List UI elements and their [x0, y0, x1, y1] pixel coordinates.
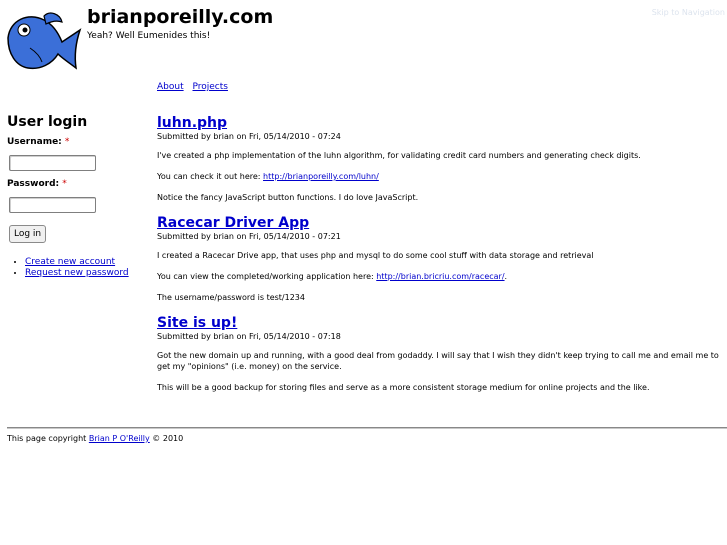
post-submitted: Submitted by brian on Fri, 05/14/2010 - 07:18: [157, 332, 341, 341]
post-paragraph: This will be a good backup for storing files and serve as a more consistent storage medium for online projects and the like.: [157, 383, 650, 392]
login-button[interactable]: Log in: [9, 225, 46, 243]
post-paragraph: Got the new domain up and running, with a good deal from godaddy. I will say that I wish they didn't keep trying to call me and email me to get my "opinions" (i.e. money) on the service.: [157, 351, 719, 371]
skip-to-navigation-link[interactable]: Skip to Navigation: [651, 8, 725, 17]
list-item: [25, 268, 142, 279]
post-link[interactable]: http://brianporeilly.com/luhn/: [263, 172, 379, 181]
post-title-link[interactable]: Site is up!: [157, 315, 238, 331]
post-link[interactable]: http://brian.bricriu.com/racecar/: [376, 272, 505, 281]
nav-item-about[interactable]: About: [157, 82, 184, 92]
sidebar: [7, 114, 142, 279]
nav-item-projects[interactable]: Projects: [192, 82, 228, 92]
site-name[interactable]: brianporeilly.com: [87, 6, 274, 28]
post-paragraph: I've created a php implementation of the luhn algorithm, for validating credit card numbers and generating check digits.: [157, 151, 641, 160]
primary-nav: [157, 82, 234, 92]
required-mark: *: [62, 179, 67, 189]
login-block-title: User login: [7, 114, 88, 130]
post-paragraph: Notice the fancy JavaScript button functions. I do love JavaScript.: [157, 193, 419, 202]
main-content: [157, 116, 722, 406]
post-submitted: Submitted by brian on Fri, 05/14/2010 - 07:24: [157, 132, 341, 141]
post: [157, 216, 722, 303]
request-password-link[interactable]: Request new password: [25, 268, 129, 278]
post: [157, 316, 722, 393]
post-paragraph: I created a Racecar Drive app, that uses php and mysql to do some cool stuff with data storage and retrieval: [157, 251, 594, 260]
post-paragraph: You can check it out here: http://brianporeilly.com/luhn/: [157, 172, 379, 181]
password-label: Password: *: [7, 179, 67, 189]
footer: This page copyright Brian P O'Reilly © 2010: [7, 434, 184, 443]
post-paragraph: You can view the completed/working application here: http://brian.bricriu.com/racecar/.: [157, 272, 508, 281]
username-label: Username: *: [7, 137, 70, 147]
post-title-link[interactable]: luhn.php: [157, 115, 228, 131]
footer-divider: [7, 427, 727, 429]
post-paragraph: The username/password is test/1234: [157, 293, 305, 302]
site-slogan: Yeah? Well Eumenides this!: [87, 31, 211, 41]
login-links: [7, 257, 142, 279]
post-title-link[interactable]: Racecar Driver App: [157, 215, 310, 231]
password-input[interactable]: [9, 197, 96, 213]
footer-author-link[interactable]: Brian P O'Reilly: [88, 434, 150, 443]
post-submitted: Submitted by brian on Fri, 05/14/2010 - 07:21: [157, 232, 341, 241]
list-item: [25, 257, 142, 268]
required-mark: *: [64, 137, 70, 147]
post: [157, 116, 722, 203]
header: [0, 0, 727, 80]
username-input[interactable]: [9, 155, 96, 171]
create-account-link[interactable]: Create new account: [25, 257, 116, 267]
fish-logo-icon[interactable]: [6, 8, 82, 76]
